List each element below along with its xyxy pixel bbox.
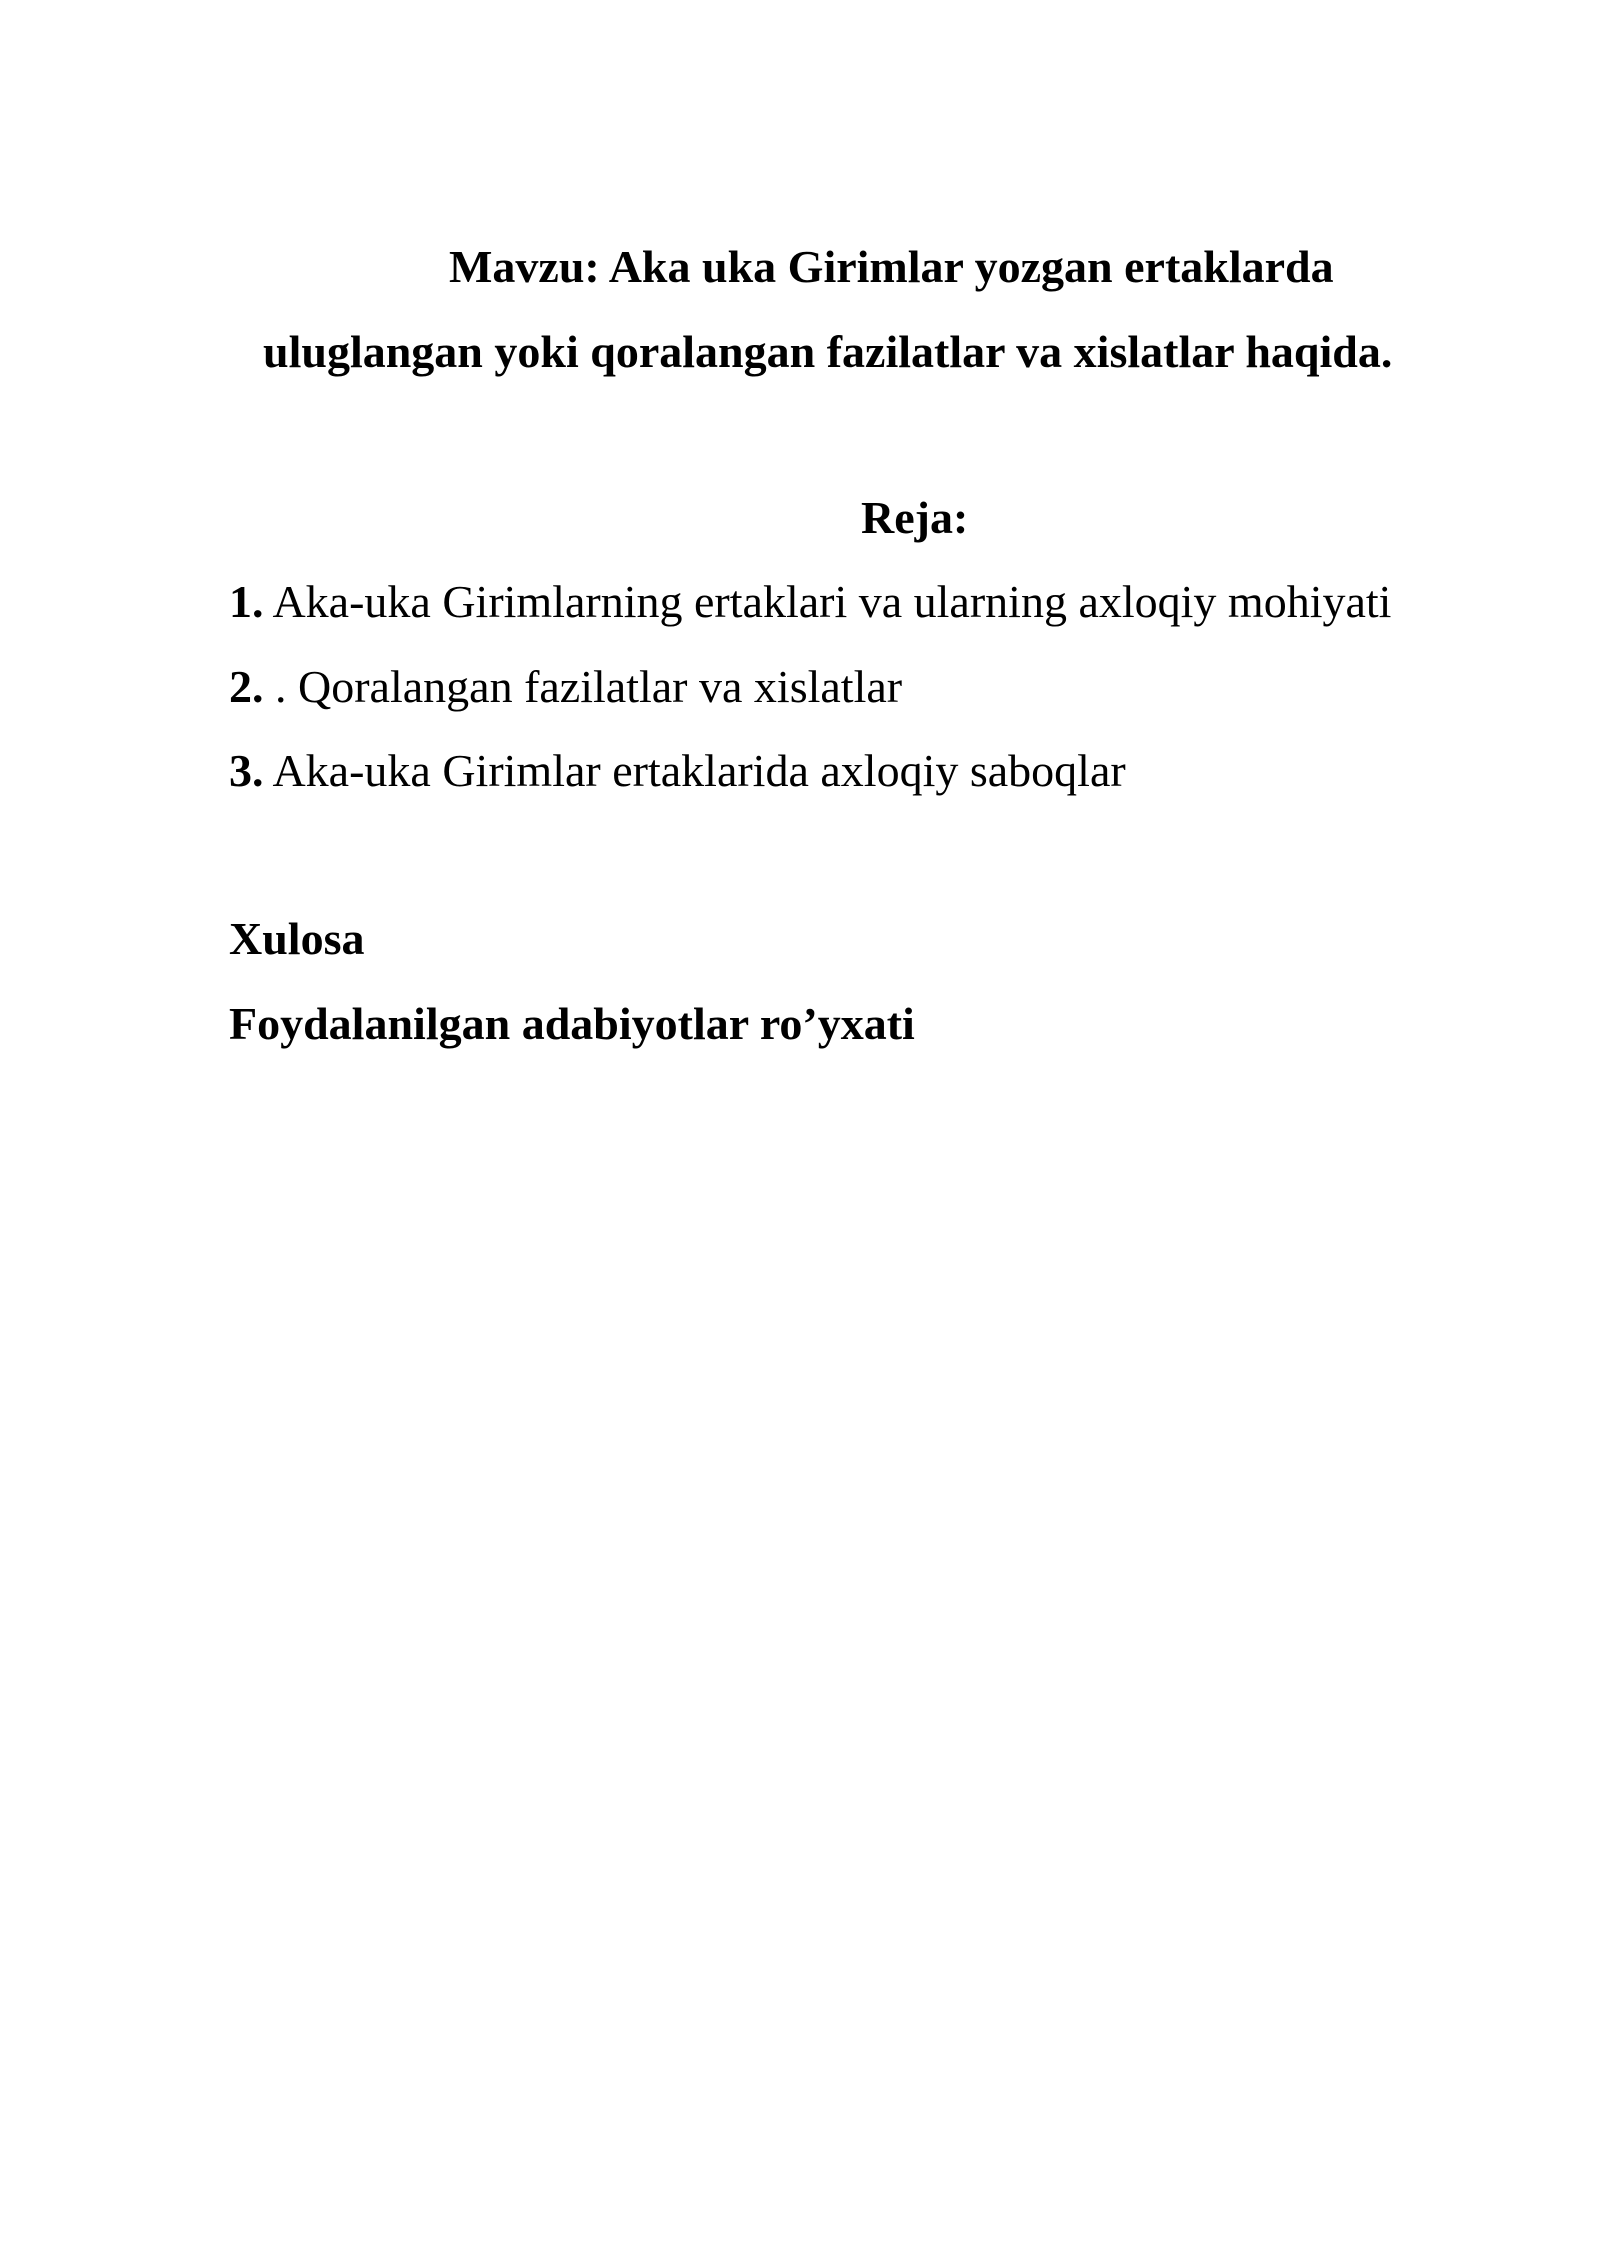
plan-item-text: . Qoralangan fazilatlar va xislatlar bbox=[263, 661, 903, 712]
plan-item-number: 2. bbox=[229, 661, 264, 712]
plan-item bbox=[229, 576, 1392, 627]
topic-title-line-2: uluglangan yoki qoralangan fazilatlar va xislatlar haqida. bbox=[263, 326, 1393, 377]
plan-item bbox=[229, 745, 1126, 796]
conclusion-heading: Xulosa bbox=[229, 913, 365, 964]
plan-heading: Reja: bbox=[861, 492, 969, 543]
plan-item-text: Aka-uka Girimlar ertaklarida axloqiy saboqlar bbox=[263, 745, 1126, 796]
plan-item-number: 3. bbox=[229, 745, 264, 796]
plan-item-text: Aka-uka Girimlarning ertaklari va ularning axloqiy mohiyati bbox=[263, 576, 1392, 627]
topic-title-line-1: Mavzu: Aka uka Girimlar yozgan ertaklarda bbox=[449, 241, 1334, 292]
references-heading: Foydalanilgan adabiyotlar ro’yxati bbox=[229, 998, 915, 1049]
plan-item-number: 1. bbox=[229, 576, 264, 627]
plan-item bbox=[229, 661, 903, 712]
